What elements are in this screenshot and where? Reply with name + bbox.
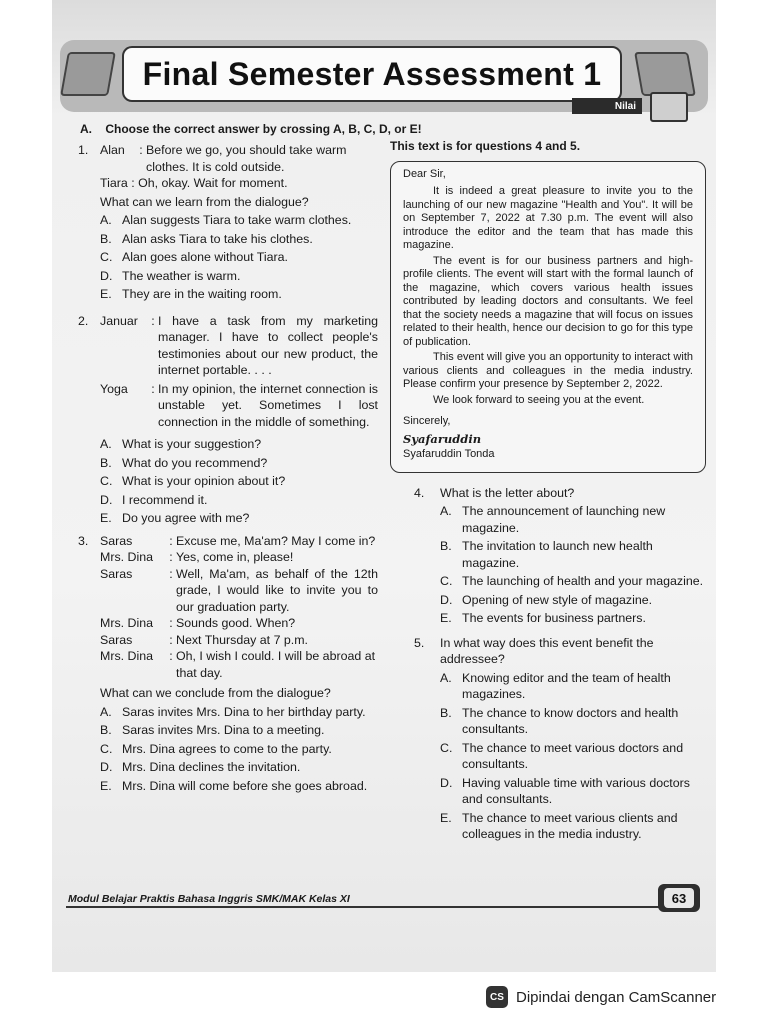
dialogue-line: Before we go, you should take warm clothes. It is cold outside. bbox=[146, 143, 347, 174]
option-text: Saras invites Mrs. Dina to a meeting. bbox=[122, 723, 325, 737]
question-2 bbox=[78, 313, 378, 527]
option-key: A. bbox=[440, 670, 452, 685]
speaker: Alan bbox=[100, 143, 125, 157]
dialogue-line: Excuse me, Ma'am? May I come in? bbox=[176, 533, 376, 548]
option-text: They are in the waiting room. bbox=[122, 287, 282, 301]
option-key: E. bbox=[440, 810, 452, 825]
dialogue-line: Yes, come in, please! bbox=[176, 550, 294, 564]
dialogue bbox=[100, 175, 378, 192]
option-a[interactable] bbox=[100, 212, 378, 229]
letter-paragraph: This event will give you an opportunity to interact with various clients and colleagues in the media industry. Please confirm your presence by September 2, 2022. bbox=[403, 351, 693, 390]
option-text: The chance to know doctors and health consultants. bbox=[462, 705, 679, 736]
option-text: Mrs. Dina declines the invitation. bbox=[122, 760, 301, 774]
option-c[interactable] bbox=[440, 573, 706, 590]
option-b[interactable] bbox=[100, 722, 378, 739]
question-1 bbox=[78, 142, 378, 303]
left-column bbox=[78, 136, 378, 798]
dialogue-line: I have a task from my marketing manager. I have to collect people's testimonies about our new product, the internet portable. . . . bbox=[158, 313, 378, 377]
option-b[interactable] bbox=[100, 455, 378, 472]
option-key: E. bbox=[440, 611, 452, 625]
question-number: 1. bbox=[78, 143, 89, 157]
question-4 bbox=[390, 485, 706, 627]
option-b[interactable] bbox=[100, 231, 378, 248]
footer-divider bbox=[66, 906, 666, 908]
option-d[interactable] bbox=[440, 775, 706, 808]
option-text: Mrs. Dina will come before she goes abroad. bbox=[122, 778, 368, 793]
option-d[interactable] bbox=[100, 759, 378, 776]
letter-paragraph: The event is for our business partners and high-profile clients. The event will start with the formal launch of the magazine, which covers various health issues contributed by leading doctors and consultants. We feel that the society needs a magazine that will focus on issues related to their health, hence our decision to go for this type of publication. bbox=[403, 254, 693, 348]
option-c[interactable] bbox=[100, 249, 378, 266]
section-instruction bbox=[80, 122, 422, 136]
option-key: A. bbox=[100, 213, 112, 227]
colon: : bbox=[169, 566, 173, 581]
question-stem: In what way does this event benefit the addressee? bbox=[440, 635, 654, 666]
scanned-page bbox=[52, 0, 716, 972]
header-banner bbox=[122, 46, 622, 102]
option-text: The launching of health and your magazine. bbox=[462, 574, 704, 588]
option-a[interactable] bbox=[440, 503, 706, 536]
option-text: Alan goes alone without Tiara. bbox=[122, 250, 289, 264]
speaker: Tiara bbox=[100, 176, 128, 190]
option-text: Opening of new style of magazine. bbox=[462, 592, 653, 607]
instruction-text: Choose the correct answer by crossing A, B, C, D, or E! bbox=[105, 122, 422, 136]
question-stem: What can we conclude from the dialogue? bbox=[100, 686, 331, 700]
option-d[interactable] bbox=[440, 592, 706, 609]
option-text: Alan suggests Tiara to take warm clothes. bbox=[122, 213, 352, 227]
option-e[interactable] bbox=[100, 286, 378, 303]
dialogue bbox=[100, 142, 378, 175]
option-text: Saras invites Mrs. Dina to her birthday party. bbox=[122, 704, 366, 719]
option-key: D. bbox=[100, 492, 113, 507]
nilai-score-box bbox=[650, 92, 688, 122]
right-column bbox=[390, 138, 706, 847]
option-key: E. bbox=[100, 511, 112, 525]
question-stem: What is the letter about? bbox=[440, 485, 575, 500]
option-key: A. bbox=[100, 437, 112, 451]
option-key: B. bbox=[440, 705, 452, 720]
option-c[interactable] bbox=[100, 741, 378, 758]
option-text: Having valuable time with various doctors and consultants. bbox=[462, 775, 690, 806]
question-stem: What can we learn from the dialogue? bbox=[100, 194, 309, 209]
page-title: Final Semester Assessment 1 bbox=[142, 55, 602, 92]
letter-greeting: Dear Sir, bbox=[403, 167, 446, 180]
letter-closing: Sincerely, bbox=[403, 415, 451, 427]
option-d[interactable] bbox=[100, 268, 378, 285]
option-text: Alan asks Tiara to take his clothes. bbox=[122, 231, 313, 246]
letter-paragraph: We look forward to seeing you at the event. bbox=[433, 393, 645, 406]
option-e[interactable] bbox=[100, 778, 378, 795]
option-text: The announcement of launching new magazine. bbox=[462, 504, 666, 535]
camscanner-text: Dipindai dengan CamScanner bbox=[516, 988, 717, 1006]
dialogue-line: Sounds good. When? bbox=[176, 616, 296, 630]
header-left-decoration bbox=[60, 52, 116, 96]
question-number: 5. bbox=[414, 635, 425, 650]
colon: : bbox=[151, 313, 155, 328]
option-key: C. bbox=[100, 474, 113, 488]
option-key: E. bbox=[100, 778, 112, 793]
option-key: D. bbox=[440, 775, 453, 790]
footer-book-title: Modul Belajar Praktis Bahasa Inggris SMK/MAK Kelas XI bbox=[68, 893, 350, 905]
letter-intro: This text is for questions 4 and 5. bbox=[390, 139, 581, 153]
camscanner-watermark bbox=[486, 984, 716, 1010]
question-3 bbox=[78, 533, 378, 795]
option-key: D. bbox=[100, 268, 113, 283]
option-key: C. bbox=[100, 250, 113, 264]
dialogue-line: In my opinion, the internet connection is unstable yet. Sometimes I lost connection in the middle of something. bbox=[158, 381, 378, 429]
colon: : bbox=[169, 533, 173, 548]
option-key: B. bbox=[100, 455, 112, 470]
option-e[interactable] bbox=[440, 610, 706, 627]
colon: : bbox=[139, 143, 143, 157]
nilai-label: Nilai bbox=[572, 98, 642, 114]
option-key: C. bbox=[440, 740, 453, 755]
option-key: E. bbox=[100, 287, 112, 301]
page-number-badge bbox=[658, 884, 700, 912]
dialogue-line: : Oh, okay. Wait for moment. bbox=[127, 176, 288, 190]
dialogue-line: Oh, I wish I could. I will be abroad at that day. bbox=[176, 649, 376, 680]
option-text: The chance to meet various doctors and consultants. bbox=[462, 740, 684, 771]
invitation-letter bbox=[390, 161, 706, 473]
speaker: Yoga bbox=[100, 381, 128, 396]
option-text: What is your opinion about it? bbox=[122, 474, 286, 488]
speaker: Mrs. Dina bbox=[100, 649, 154, 663]
dialogue-line-text: Oh, okay. Wait for moment. bbox=[138, 176, 288, 190]
question-number: 2. bbox=[78, 313, 89, 328]
option-text: What is your suggestion? bbox=[122, 437, 262, 451]
section-letter: A. bbox=[80, 122, 92, 136]
dialogue-line: Next Thursday at 7 p.m. bbox=[176, 632, 308, 647]
colon: : bbox=[169, 550, 173, 564]
page-number: 63 bbox=[664, 888, 694, 908]
speaker: Saras bbox=[100, 533, 133, 548]
colon: : bbox=[151, 381, 155, 396]
question-number: 4. bbox=[414, 485, 425, 500]
option-key: A. bbox=[100, 704, 112, 719]
option-text: What do you recommend? bbox=[122, 455, 268, 470]
colon: : bbox=[169, 632, 173, 647]
option-a[interactable] bbox=[100, 436, 378, 453]
option-text: I recommend it. bbox=[122, 492, 208, 507]
option-d[interactable] bbox=[100, 492, 378, 509]
camscanner-logo-icon: CS bbox=[486, 986, 508, 1008]
option-a[interactable] bbox=[100, 704, 378, 721]
option-b[interactable] bbox=[440, 538, 706, 571]
question-5 bbox=[390, 635, 706, 843]
option-key: B. bbox=[100, 231, 112, 246]
option-c[interactable] bbox=[440, 740, 706, 773]
option-a[interactable] bbox=[440, 670, 706, 703]
letter-signature: Syafaruddin bbox=[403, 431, 482, 446]
option-e[interactable] bbox=[100, 510, 378, 527]
option-text: Knowing editor and the team of health magazines. bbox=[462, 670, 671, 701]
speaker: Saras bbox=[100, 566, 133, 581]
option-text: The weather is warm. bbox=[122, 268, 241, 283]
option-key: B. bbox=[440, 539, 452, 553]
option-key: B. bbox=[100, 723, 112, 737]
option-c[interactable] bbox=[100, 473, 378, 490]
colon: : bbox=[169, 649, 173, 663]
option-key: C. bbox=[100, 741, 113, 756]
option-text: The chance to meet various clients and colleagues in the media industry. bbox=[462, 810, 678, 841]
option-text: The invitation to launch new health magazine. bbox=[462, 539, 653, 570]
question-number: 3. bbox=[78, 533, 89, 548]
dialogue bbox=[100, 533, 378, 682]
option-key: D. bbox=[440, 592, 453, 607]
letter-paragraph: It is indeed a great pleasure to invite you to the launching of our new magazine "Health and You". It will be on September 7, 2022 at 7.30 p.m. The event will also introduce the editor and the team that has made this magazine. bbox=[403, 185, 693, 251]
option-e[interactable] bbox=[440, 810, 706, 843]
option-key: D. bbox=[100, 760, 113, 774]
option-text: Mrs. Dina agrees to come to the party. bbox=[122, 741, 332, 756]
letter-sender-name: Syafaruddin Tonda bbox=[403, 448, 495, 460]
speaker: Saras bbox=[100, 632, 133, 647]
option-text: The events for business partners. bbox=[462, 611, 646, 625]
dialogue bbox=[100, 313, 378, 431]
dialogue-line: Well, Ma'am, as behalf of the 12th grade, I would like to invite you to our graduation party. bbox=[176, 566, 378, 614]
header-right-decoration bbox=[634, 52, 696, 96]
speaker: Mrs. Dina bbox=[100, 550, 154, 564]
option-key: A. bbox=[440, 504, 452, 518]
speaker: Januar bbox=[100, 313, 138, 328]
speaker: Mrs. Dina bbox=[100, 616, 154, 630]
colon: : bbox=[169, 616, 173, 630]
option-text: Do you agree with me? bbox=[122, 511, 250, 525]
option-key: C. bbox=[440, 574, 453, 588]
option-b[interactable] bbox=[440, 705, 706, 738]
